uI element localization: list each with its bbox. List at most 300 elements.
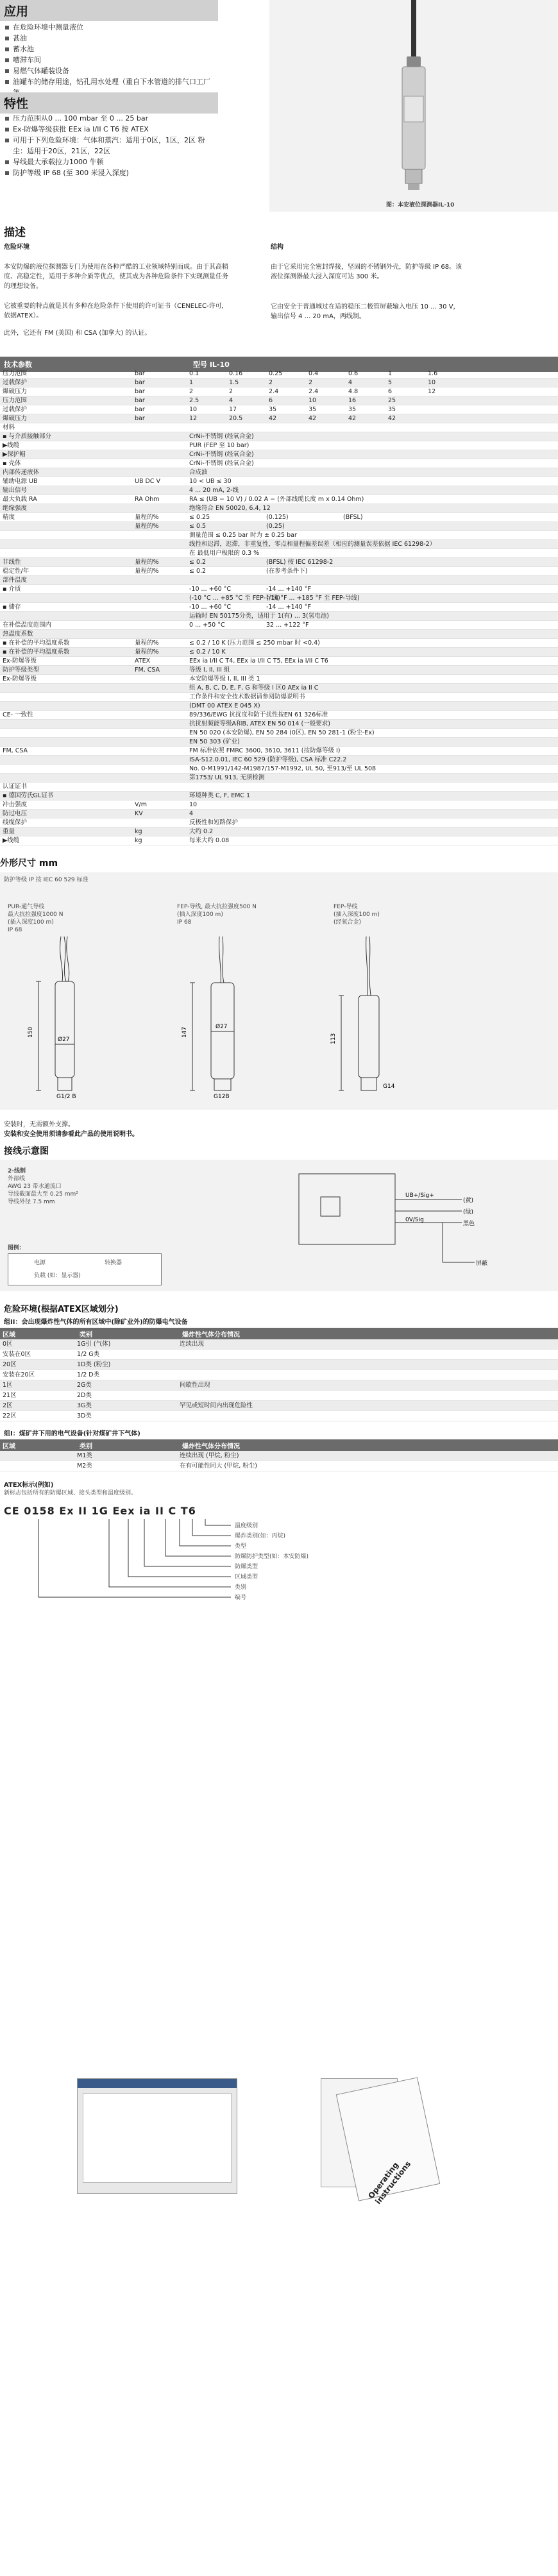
tech-cell: 6 xyxy=(269,397,273,404)
zone-row xyxy=(0,1401,558,1411)
zone-cell-desc: 间歇性出现 xyxy=(180,1382,210,1389)
tech-row-label: ▪ 在补偿的平均温度系数 xyxy=(3,648,70,656)
tech-row-label xyxy=(0,738,135,746)
tech-cell: RA ≤ (UB − 10 V) / 0.02 A − (外部线缆长度 m x 0.14 Ohm) xyxy=(189,496,364,503)
tech-cell: 线性和迟滞，迟滞，非重复性，零点和量程偏差误差（相应的测量误差依据 IEC 61298-2） xyxy=(189,541,436,548)
application-item: 嘈滞车间 xyxy=(4,55,216,65)
tech-row xyxy=(0,495,558,504)
tech-row-label: ▪ 储存 xyxy=(3,604,21,611)
tech-cell: 反极性和短路保护 xyxy=(189,819,239,826)
tech-cell: EN 50 020 (本安防爆), EN 50 284 (0区), EN 50 281-1 (粉尘-Ex) xyxy=(189,729,375,736)
tech-row-values xyxy=(189,612,558,620)
zone-cell-zone: 安装在20区 xyxy=(3,1371,35,1378)
thread1-label: G1/2 B xyxy=(56,1094,76,1100)
tech-cell: -10 ... +60 °C xyxy=(189,604,232,611)
zone-cell-desc: 在有可能性同大 (甲烷, 粉尘) xyxy=(180,1462,257,1470)
zone-h-zone: 区域 xyxy=(3,1332,15,1339)
tech-cell: 10 xyxy=(428,379,436,386)
desc-left-p1: 本安防爆的液位探测器专门为使用在各种严酷的工业领域特别而成。由于其高精度、高稳定性，适用于多种介质等优点，使其成为各种危险条件下实现测量任务的理想设备。 xyxy=(4,264,228,290)
tech-row-label: 重量 xyxy=(3,828,15,835)
tech-cell: -14 ... +140 °F xyxy=(266,586,311,593)
tech-row-label: 热温度系数 xyxy=(3,631,33,638)
tech-cell: 35 xyxy=(309,406,317,413)
tech-row xyxy=(0,648,558,657)
tech-row-values xyxy=(189,756,558,764)
tech-row-unit xyxy=(135,549,189,557)
tech-row-values xyxy=(189,639,558,647)
tech-cell: 第1753/ UL 913, 无须检测 xyxy=(189,774,265,781)
desc-right-p2: 它由安全于普通城过在适的稳压二极管屏蔽输入电压 10 ... 30 V，输出信号 4 ... 20 mA，两线制。 xyxy=(271,303,460,320)
tech-cell: CrNi-不锈钢 (经氧合金) xyxy=(189,451,254,458)
tech-row-unit xyxy=(135,576,189,584)
wiring-2wire: 2-线制 xyxy=(8,1168,26,1174)
zone-cell-cat: M1类 xyxy=(77,1452,92,1459)
tech-row-label xyxy=(0,522,135,530)
atex-legend-item: 防爆防护类型(如：本安防爆) xyxy=(235,1554,309,1560)
zone-row xyxy=(0,1451,558,1461)
atex-legend-item: 类别 xyxy=(235,1584,247,1591)
tech-cell: 4 xyxy=(348,379,353,386)
zone-cell-desc xyxy=(180,1370,558,1380)
application-item: 在危险环境中测量液位 xyxy=(4,22,216,33)
tech-row-values xyxy=(189,414,558,423)
tech-cell: 2.5 xyxy=(189,397,199,404)
tech-row-unit: kg xyxy=(135,837,142,844)
d1-line2: 最大抗拉强度1000 N xyxy=(8,911,63,918)
dims-header: 防护等级 IP 按 IEC 60 529 标准 xyxy=(4,877,89,883)
tech-row-label: 部件温度 xyxy=(3,577,28,584)
d3-line2: (插入深度100 m) xyxy=(334,911,380,918)
zone-cell-cat: 2D类 xyxy=(77,1392,92,1399)
tech-row-values xyxy=(189,657,558,665)
dim-h1-label: 150 xyxy=(28,1026,34,1038)
zone-row xyxy=(0,1339,558,1350)
mine-table-header xyxy=(0,1439,558,1452)
tech-row xyxy=(0,693,558,702)
tech-row-label: 在补偿温度范围内 xyxy=(3,622,52,629)
tech-row-label: Ex-防爆等级 xyxy=(3,675,37,682)
features-item: 压力范围从0 ... 100 mbar 至 0 ... 25 bar xyxy=(4,113,216,124)
tech-row-unit xyxy=(135,603,189,611)
tech-cell: EN 50 303 (矿业) xyxy=(189,738,240,745)
tech-row xyxy=(0,396,558,405)
zone-table xyxy=(0,1339,558,1421)
tech-row xyxy=(0,756,558,765)
features-item: 导线最大承载拉力1000 牛顿 xyxy=(4,157,216,167)
tech-cell: 1 xyxy=(189,379,194,386)
tech-row-unit: 量程的% xyxy=(135,559,159,566)
tech-row-values xyxy=(189,549,558,557)
tech-row-values xyxy=(189,792,558,800)
tech-cell: 89/336/EWG 抗扰度和防干扰性按EN 61 326标准 xyxy=(189,711,328,718)
zone-cell-zone: 安装在0区 xyxy=(3,1351,31,1358)
brochure-label: Operating instructions xyxy=(366,2159,413,2206)
tech-row xyxy=(0,414,558,423)
tech-row-unit: 量程的% xyxy=(135,523,159,530)
zone-cell-cat: 1/2 D类 xyxy=(77,1371,100,1378)
tech-row-values xyxy=(189,711,558,719)
tech-cell: FM 标准依照 FMRC 3600, 3610, 3611 (按防爆等级 I) xyxy=(189,747,341,754)
tech-cell: 4 ... 20 mA, 2-线 xyxy=(189,487,239,494)
legend-transducer: 转换器 xyxy=(105,1260,123,1266)
tech-cell: CrNi-不锈钢 (经氧合金) xyxy=(189,460,254,467)
zone-cell-cat: 1/2 G类 xyxy=(77,1351,100,1358)
tech-row-unit: RA Ohm xyxy=(135,496,160,503)
tech-row-unit: 量程的% xyxy=(135,514,159,521)
description-right-column xyxy=(271,242,463,321)
zone-cell-cat: M2类 xyxy=(77,1462,92,1470)
tech-cell: 42 xyxy=(348,415,357,422)
wiring-dia: 导线外径 7.5 mm xyxy=(8,1199,55,1205)
tech-cell: (0.25) xyxy=(266,523,285,530)
tech-row-values xyxy=(189,720,558,728)
tech-row-label: 内部传递液体 xyxy=(3,469,40,476)
dim-dia2-label: Ø27 xyxy=(216,1024,228,1030)
tech-cell: ≤ 0.25 xyxy=(189,514,210,521)
tech-cell: (BFSL) xyxy=(343,514,363,521)
tech-cell: 12 xyxy=(428,388,436,395)
tech-cell: 等级 I, II, III 组 xyxy=(189,666,230,674)
tech-row xyxy=(0,765,558,774)
sensor-illustration xyxy=(269,0,558,199)
zone-cell-cat: 3D类 xyxy=(77,1412,92,1419)
tech-row xyxy=(0,540,558,549)
mine-h-zone: 区域 xyxy=(3,1443,15,1450)
tech-row-label: 材料 xyxy=(3,424,15,431)
zone-cell-zone: 22区 xyxy=(3,1412,17,1419)
tech-row-unit xyxy=(135,693,189,701)
tech-row-label: ▶线缆 xyxy=(3,837,20,844)
tech-row-label: CE- 一致性 xyxy=(3,711,33,718)
tech-cell: EEx ia I/II C T4, EEx ia I/II C T5, EEx ia I/II C T6 xyxy=(189,657,328,665)
d1-line4: IP 68 xyxy=(8,927,22,933)
zone-h-cat: 类别 xyxy=(80,1332,92,1339)
tech-row-values xyxy=(189,522,558,530)
tech-cell xyxy=(428,396,468,405)
tech-row xyxy=(0,576,558,585)
tech-cell: 2.4 xyxy=(269,388,279,395)
zone-cell-desc: 罕见或短时间内出现危险性 xyxy=(180,1402,253,1409)
tech-row-label: ▪ 壳体 xyxy=(3,460,21,467)
tech-row-label: 爆破压力 xyxy=(3,415,28,422)
dims-title: 外形尺寸 mm xyxy=(0,858,58,869)
tech-cell: 10 xyxy=(309,397,317,404)
tech-row-values xyxy=(189,809,558,818)
tech-row xyxy=(0,720,558,729)
tech-row xyxy=(0,477,558,486)
tech-row xyxy=(0,522,558,531)
tech-cell: 6 xyxy=(388,388,393,395)
tech-row-unit xyxy=(135,441,189,450)
zone-h-desc: 爆炸性气体分布情况 xyxy=(182,1332,240,1339)
tech-row-unit: bar xyxy=(135,406,145,413)
tech-cell: 17 xyxy=(229,406,237,413)
tech-cell: (-10 °C ... +85 °C 至 FEP-导线) xyxy=(189,595,280,602)
tech-cell: 1 xyxy=(388,370,393,377)
tech-cell: 2 xyxy=(229,388,233,395)
tech-cell: 0.1 xyxy=(189,370,199,377)
tech-row xyxy=(0,738,558,747)
zone-cell-zone: 0区 xyxy=(3,1341,13,1348)
tech-row-label: 线缆保护 xyxy=(3,819,28,826)
thread3-label: G14 xyxy=(383,1083,395,1090)
tech-table xyxy=(0,369,558,845)
features-item: Ex-防爆等级获批 EEx ia I/II C T6 按 ATEX xyxy=(4,124,216,135)
tech-row-values xyxy=(189,576,558,584)
tech-row-label xyxy=(0,540,135,548)
tech-row-values xyxy=(189,441,558,450)
tech-row xyxy=(0,729,558,738)
wiring-ub-label: UB+/Sig+ xyxy=(405,1192,434,1199)
tech-row-unit xyxy=(135,531,189,539)
tech-cell: 合成油 xyxy=(189,469,208,476)
tech-row-values xyxy=(189,774,558,782)
tech-row-label: ▶保护帽 xyxy=(3,451,26,458)
d2-line3: IP 68 xyxy=(177,919,192,926)
atex-title: ATEX标示(例如) xyxy=(4,1482,54,1489)
tech-cell: No. 0-M1991/142-M1987/157-M1992, UL 50, 至913/至 UL 508 xyxy=(189,765,376,772)
tech-cell: 绝缘符合 EN 50020, 6.4, 12 xyxy=(189,505,271,512)
tech-cell: 42 xyxy=(388,415,396,422)
tech-cell: 2 xyxy=(189,388,194,395)
tech-row-label: 辅助电源 UB xyxy=(3,478,38,485)
tech-row-unit xyxy=(135,684,189,692)
d1-line3: (插入深度100 m) xyxy=(8,919,54,926)
tech-row-unit xyxy=(135,630,189,638)
zone-cell-cat: 1D类 (粉尘) xyxy=(77,1361,111,1368)
tech-cell: (0.125) xyxy=(266,514,289,521)
tech-row-values xyxy=(189,675,558,683)
tech-row-values xyxy=(189,648,558,656)
d2-line2: (插入深度100 m) xyxy=(177,911,223,918)
tech-row xyxy=(0,585,558,594)
atex-legend-item: 区域类型 xyxy=(235,1574,258,1580)
atex-legend xyxy=(235,1521,309,1603)
tech-cell: 42 xyxy=(309,415,317,422)
tech-row-values xyxy=(189,836,558,845)
tech-cell: 0.4 xyxy=(309,370,319,377)
tech-row-label: 压力范围 xyxy=(3,397,28,404)
tech-row-label: FM, CSA xyxy=(3,747,28,754)
atex-legend-item: 防爆类型 xyxy=(235,1564,258,1570)
tech-row xyxy=(0,531,558,540)
tech-row-values xyxy=(189,369,558,378)
zone-row xyxy=(0,1350,558,1360)
application-item: 蓄水池 xyxy=(4,44,216,55)
tech-row-values xyxy=(189,594,558,602)
tech-row xyxy=(0,468,558,477)
tech-header-label: 技术参数 xyxy=(4,360,32,369)
tech-row-unit: UB DC V xyxy=(135,478,160,485)
tech-row xyxy=(0,827,558,836)
tech-row-unit xyxy=(135,459,189,468)
tech-cell: 运输时 EN 50175分类，适用于 1(有) ... 3(氢电池) xyxy=(189,613,329,620)
tech-cell: ≤ 0.2 / 10 K xyxy=(189,648,226,656)
tech-cell: 20.5 xyxy=(229,415,243,422)
zone-cell-cat: 3G类 xyxy=(77,1402,92,1409)
wiring-legend xyxy=(8,1253,162,1285)
wiring-title: 接线示意图 xyxy=(4,1146,49,1157)
tech-row xyxy=(0,657,558,666)
tech-row xyxy=(0,747,558,756)
tech-row xyxy=(0,684,558,693)
tech-row xyxy=(0,558,558,567)
tech-row-values xyxy=(189,540,558,548)
tech-row-unit xyxy=(135,675,189,683)
atex-legend-item: 爆炸类别(如：丙烷) xyxy=(235,1533,286,1539)
zone-cell-desc xyxy=(180,1350,558,1359)
tech-row-unit xyxy=(135,540,189,548)
tech-row-values xyxy=(189,468,558,477)
tech-cell: (在参考条件下) xyxy=(266,568,308,575)
tech-row-unit xyxy=(135,747,189,755)
tech-row-unit xyxy=(135,621,189,629)
tech-cell: 0 ... +50 °C xyxy=(189,622,225,629)
tech-row-unit xyxy=(135,504,189,513)
tech-row-label: 绝缘强度 xyxy=(3,505,28,512)
tech-cell: 16 xyxy=(348,397,357,404)
application-item: 甚油 xyxy=(4,33,216,44)
tech-row-values xyxy=(189,738,558,746)
wiring-shield-label: 屏蔽 xyxy=(476,1260,488,1267)
tech-cell: 0.16 xyxy=(229,370,243,377)
tech-cell: (-14 °F ... +185 °F 至 FEP-导线) xyxy=(266,595,360,602)
tech-row xyxy=(0,567,558,576)
tech-row-values xyxy=(189,486,558,495)
d3-title: FEP-导线 xyxy=(334,904,358,910)
tech-row-label: 精度 xyxy=(3,514,15,521)
description-title: 描述 xyxy=(4,226,26,239)
section-features-header: 特性 xyxy=(0,92,218,114)
zone-cell-zone: 21区 xyxy=(3,1392,17,1399)
tech-row xyxy=(0,774,558,783)
product-image-caption: 图：本安液位探测器IL-10 xyxy=(386,202,455,208)
tech-row-unit xyxy=(135,783,189,791)
tech-row xyxy=(0,441,558,450)
tech-row-label: 认证证书 xyxy=(3,783,28,790)
tech-cell: 每米大约 0.08 xyxy=(189,837,230,844)
zone-cell-zone xyxy=(0,1451,77,1461)
tech-cell: 35 xyxy=(348,406,357,413)
zone-cell-zone: 1区 xyxy=(3,1382,13,1389)
tech-cell: 2 xyxy=(269,379,273,386)
tech-row-unit xyxy=(135,729,189,737)
tech-cell: 5 xyxy=(388,379,393,386)
tech-row-unit xyxy=(135,756,189,764)
thread2-label: G12B xyxy=(214,1094,230,1100)
tech-cell: 35 xyxy=(388,406,396,413)
tech-row-label xyxy=(0,594,135,602)
atex-legend-item: 编号 xyxy=(235,1595,247,1601)
tech-cell: 工作条件和安全技术数据请参阅防爆说明书 xyxy=(189,693,305,700)
d2-title: FEP-导线, 最大抗拉强度500 N xyxy=(177,904,257,910)
tech-row-label: 压力范围 xyxy=(3,370,28,377)
tech-cell: ≤ 0.2 / 10 K (压力范围 ≤ 250 mbar 时 <0.4) xyxy=(189,640,320,647)
tech-cell: 35 xyxy=(269,406,277,413)
tech-row-label: 非线性 xyxy=(3,559,21,566)
tech-row-label xyxy=(0,729,135,737)
dim-dia1-label: Ø27 xyxy=(58,1037,70,1043)
dim-h3-label: 113 xyxy=(330,1033,337,1044)
tech-row-unit xyxy=(135,702,189,710)
d1-title: PUR-通气导线 xyxy=(8,904,45,910)
tech-row-unit: V/m xyxy=(135,801,147,808)
tech-cell: 10 xyxy=(189,406,198,413)
mine-h-cat: 类别 xyxy=(80,1443,92,1450)
tech-cell: 在 最低用户极限的 0.3 % xyxy=(189,550,260,557)
tech-cell: 4 xyxy=(229,397,233,404)
tech-row-values xyxy=(189,765,558,773)
tech-row xyxy=(0,603,558,612)
tech-row-label: 防护等级类型 xyxy=(3,666,40,674)
tech-row xyxy=(0,486,558,495)
tech-row-unit: FM, CSA xyxy=(135,666,160,674)
tech-row-values xyxy=(189,693,558,701)
zone-row xyxy=(0,1461,558,1471)
tech-row xyxy=(0,387,558,396)
structure-heading: 结构 xyxy=(271,244,283,251)
zone-cell-cat: 2G类 xyxy=(77,1382,92,1389)
tech-cell: ≤ 0.2 xyxy=(189,559,207,566)
hazard-env-heading: 危险环境 xyxy=(4,244,30,251)
tech-cell: 4.8 xyxy=(348,388,359,395)
tech-row-label xyxy=(0,720,135,728)
tech-row-values xyxy=(189,621,558,629)
wiring-panel xyxy=(0,1160,558,1291)
tech-row-values xyxy=(189,603,558,611)
zone-row xyxy=(0,1380,558,1391)
tech-row-unit xyxy=(135,594,189,602)
tech-cell: 10 xyxy=(189,801,198,808)
tech-cell: 0.6 xyxy=(348,370,359,377)
tech-row-values xyxy=(189,387,558,396)
tech-cell xyxy=(428,405,468,414)
tech-row-unit xyxy=(135,711,189,719)
tech-row-unit xyxy=(135,423,189,432)
tech-row xyxy=(0,792,558,801)
tech-row-unit xyxy=(135,468,189,477)
tech-row-label xyxy=(0,702,135,710)
tech-row-label: ▪ 在补偿的平均温度系数 xyxy=(3,640,70,647)
mine-h-desc: 爆炸性气体分布情况 xyxy=(182,1443,240,1450)
tech-row-unit: KV xyxy=(135,810,143,817)
tech-row-unit: bar xyxy=(135,397,145,404)
atex-legend-item: 温度级别 xyxy=(235,1523,258,1529)
dims-panel xyxy=(0,872,558,1110)
zone-cell-desc xyxy=(180,1411,558,1421)
tech-cell: 10 < UB ≤ 30 xyxy=(189,478,232,485)
legend-power: 电源 xyxy=(34,1260,46,1266)
tech-cell: 抗扰射频能等级A和B, ATEX EN 50 014 (一般要求) xyxy=(189,720,330,727)
tech-row-label: 过载保护 xyxy=(3,406,28,413)
desc-left-p3: 此外，它还有 FM (美国) 和 CSA (加拿大) 的认证。 xyxy=(4,330,151,337)
tech-row xyxy=(0,836,558,845)
tech-row xyxy=(0,818,558,827)
tech-cell: 25 xyxy=(388,397,396,404)
group2-title: 组II：会出现爆炸性气体的所有区域中(除矿业外)的防爆电气设备 xyxy=(4,1319,188,1326)
mine-table xyxy=(0,1451,558,1471)
tech-row-label: 冲击强度 xyxy=(3,801,28,808)
dim-h2-label: 147 xyxy=(182,1026,188,1038)
tech-row-values xyxy=(189,827,558,836)
tech-row-values xyxy=(189,729,558,737)
tech-row-values xyxy=(189,818,558,827)
tech-row-unit: 量程的% xyxy=(135,648,159,656)
tech-row-label xyxy=(0,765,135,773)
tech-cell: 组 A, B, C, D, E, F, G 和等级 I 区0 AEx ia II C xyxy=(189,684,319,691)
tech-row-values xyxy=(189,585,558,593)
tech-row-values xyxy=(189,450,558,459)
